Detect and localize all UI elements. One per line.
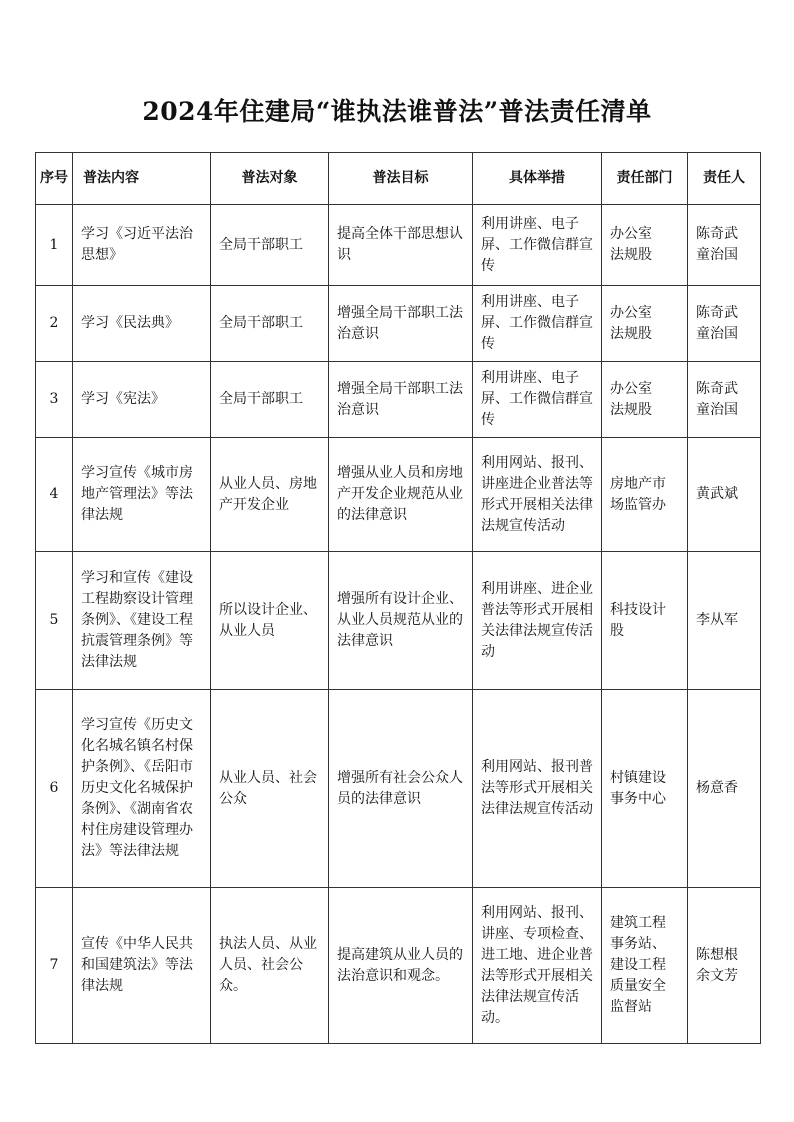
row-measures: 利用网站、报刊普法等形式开展相关法律法规宣传活动	[473, 690, 602, 888]
row-department: 村镇建设事务中心	[602, 690, 688, 888]
row-index: 5	[36, 552, 73, 690]
row-audience: 所以设计企业、从业人员	[211, 552, 329, 690]
table-row	[36, 690, 761, 888]
row-goal: 增强所有社会公众人员的法律意识	[329, 690, 473, 888]
table-row	[36, 438, 761, 552]
row-audience: 全局干部职工	[211, 362, 329, 438]
header-measures: 具体举措	[473, 153, 602, 205]
row-measures: 利用网站、报刊、讲座进企业普法等形式开展相关法律法规宣传活动	[473, 438, 602, 552]
row-measures: 利用讲座、电子屏、工作微信群宣传	[473, 362, 602, 438]
row-goal: 增强全局干部职工法治意识	[329, 286, 473, 362]
row-index: 7	[36, 888, 73, 1044]
row-department: 办公室 法规股	[602, 205, 688, 286]
row-content: 学习宣传《历史文化名城名镇名村保护条例》、《岳阳市历史文化名城保护条例》、《湖南省农村住房建设管理办法》等法律法规	[73, 690, 211, 888]
table-row	[36, 205, 761, 286]
row-index: 3	[36, 362, 73, 438]
row-person: 李从军	[688, 552, 761, 690]
table-row	[36, 552, 761, 690]
row-content: 学习和宣传《建设工程勘察设计管理条例》、《建设工程抗震管理条例》等法律法规	[73, 552, 211, 690]
row-department: 建筑工程事务站、建设工程质量安全监督站	[602, 888, 688, 1044]
row-content: 学习宣传《城市房地产管理法》等法律法规	[73, 438, 211, 552]
row-goal: 提高全体干部思想认识	[329, 205, 473, 286]
row-person: 陈奇武 童治国	[688, 286, 761, 362]
row-measures: 利用讲座、电子屏、工作微信群宣传	[473, 286, 602, 362]
table-row	[36, 888, 761, 1044]
row-index: 2	[36, 286, 73, 362]
table-row	[36, 286, 761, 362]
row-audience: 全局干部职工	[211, 286, 329, 362]
row-department: 房地产市场监管办	[602, 438, 688, 552]
row-index: 1	[36, 205, 73, 286]
row-measures: 利用网站、报刊、讲座、专项检查、进工地、进企业普法等形式开展相关法律法规宣传活动。	[473, 888, 602, 1044]
row-index: 6	[36, 690, 73, 888]
row-measures: 利用讲座、电子屏、工作微信群宣传	[473, 205, 602, 286]
row-content: 宣传《中华人民共和国建筑法》等法律法规	[73, 888, 211, 1044]
row-audience: 从业人员、社会公众	[211, 690, 329, 888]
row-index: 4	[36, 438, 73, 552]
row-department: 科技设计股	[602, 552, 688, 690]
row-audience: 从业人员、房地产开发企业	[211, 438, 329, 552]
header-audience: 普法对象	[211, 153, 329, 205]
row-audience: 执法人员、从业人员、社会公众。	[211, 888, 329, 1044]
row-department: 办公室 法规股	[602, 286, 688, 362]
header-goal: 普法目标	[329, 153, 473, 205]
row-person: 陈奇武 童治国	[688, 205, 761, 286]
row-measures: 利用讲座、进企业普法等形式开展相关法律法规宣传活动	[473, 552, 602, 690]
row-department: 办公室 法规股	[602, 362, 688, 438]
row-content: 学习《民法典》	[73, 286, 211, 362]
row-goal: 提高建筑从业人员的法治意识和观念。	[329, 888, 473, 1044]
table-header-row	[36, 153, 761, 205]
row-goal: 增强所有设计企业、从业人员规范从业的法律意识	[329, 552, 473, 690]
row-content: 学习《宪法》	[73, 362, 211, 438]
row-audience: 全局干部职工	[211, 205, 329, 286]
table-row	[36, 362, 761, 438]
row-goal: 增强全局干部职工法治意识	[329, 362, 473, 438]
row-person: 杨意香	[688, 690, 761, 888]
page-title: 2024年住建局“谁执法谁普法”普法责任清单	[142, 97, 652, 126]
header-content: 普法内容	[73, 153, 211, 205]
row-person: 陈想根 余文芳	[688, 888, 761, 1044]
header-index: 序号	[36, 153, 73, 205]
row-person: 陈奇武 童治国	[688, 362, 761, 438]
row-content: 学习《习近平法治思想》	[73, 205, 211, 286]
row-goal: 增强从业人员和房地产开发企业规范从业的法律意识	[329, 438, 473, 552]
header-department: 责任部门	[602, 153, 688, 205]
row-person: 黄武斌	[688, 438, 761, 552]
header-person: 责任人	[688, 153, 761, 205]
responsibility-table	[35, 152, 761, 1044]
